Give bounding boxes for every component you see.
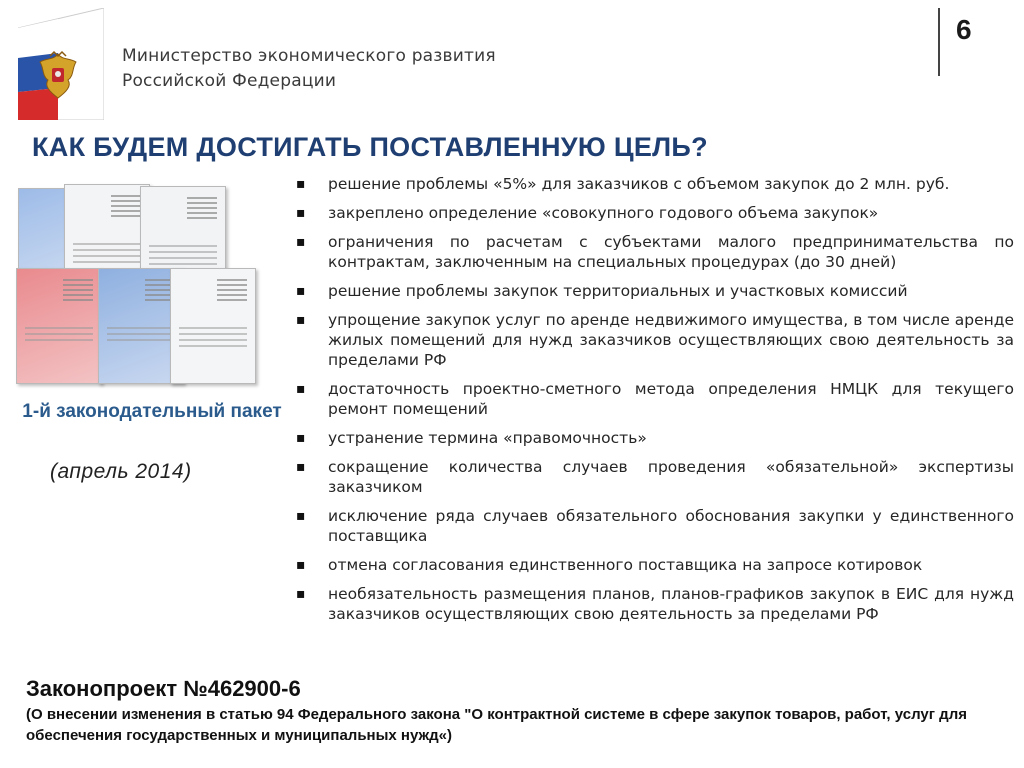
package-title: 1-й законодательный пакет — [22, 401, 282, 422]
document-thumbnail — [170, 268, 256, 384]
list-item: ▪ отмена согласования единственного поставщика на запросе котировок — [294, 555, 1014, 575]
document-thumbnails — [16, 182, 262, 388]
page-number: 6 — [956, 14, 972, 45]
list-item: ▪ упрощение закупок услуг по аренде недвижимого имущества, в том числе аренде жилых помещений для нужд заказчиков осуществляющих свою деятельность за пределами РФ — [294, 310, 1014, 370]
ministry-line-1: Министерство экономического развития — [122, 46, 496, 66]
list-item: ▪ решение проблемы закупок территориальных и участковых комиссий — [294, 281, 1014, 301]
ministry-line-2: Российской Федерации — [122, 71, 337, 91]
package-date: (апрель 2014) — [50, 460, 192, 483]
list-item: ▪ устранение термина «правомочность» — [294, 428, 1014, 448]
list-item: ▪ необязательность размещения планов, планов-графиков закупок в ЕИС для нужд заказчиков осуществляющих свою деятельность за пределами РФ — [294, 584, 1014, 624]
list-item: ▪ решение проблемы «5%» для заказчиков с объемом закупок до 2 млн. руб. — [294, 174, 1014, 194]
bill-title: Законопроект №462900-6 — [26, 676, 301, 701]
list-item: ▪ исключение ряда случаев обязательного обоснования закупки у единственного поставщика — [294, 506, 1014, 546]
list-item: ▪ закреплено определение «совокупного годового объема закупок» — [294, 203, 1014, 223]
list-item: ▪ сокращение количества случаев проведения «обязательной» экспертизы заказчиком — [294, 457, 1014, 497]
coat-of-arms-icon — [18, 8, 104, 120]
header-divider — [938, 8, 940, 76]
ministry-emblem — [18, 8, 104, 120]
list-item: ▪ достаточность проектно-сметного метода определения НМЦК для текущего ремонт помещений — [294, 379, 1014, 419]
slide-title: КАК БУДЕМ ДОСТИГАТЬ ПОСТАВЛЕННУЮ ЦЕЛЬ? — [32, 132, 708, 162]
bill-description: (О внесении изменения в статью 94 Федерального закона "О контрактной системе в сфере закупок товаров, работ, услуг для обеспечения государственных и муниципальных нужд«) — [26, 706, 967, 744]
ministry-name — [122, 44, 496, 94]
document-thumbnail — [16, 268, 102, 384]
list-item: ▪ ограничения по расчетам с субъектами малого предпринимательства по контрактам, заключенным на специальных процедурах (до 30 дней) — [294, 232, 1014, 272]
measures-list — [294, 174, 1014, 633]
